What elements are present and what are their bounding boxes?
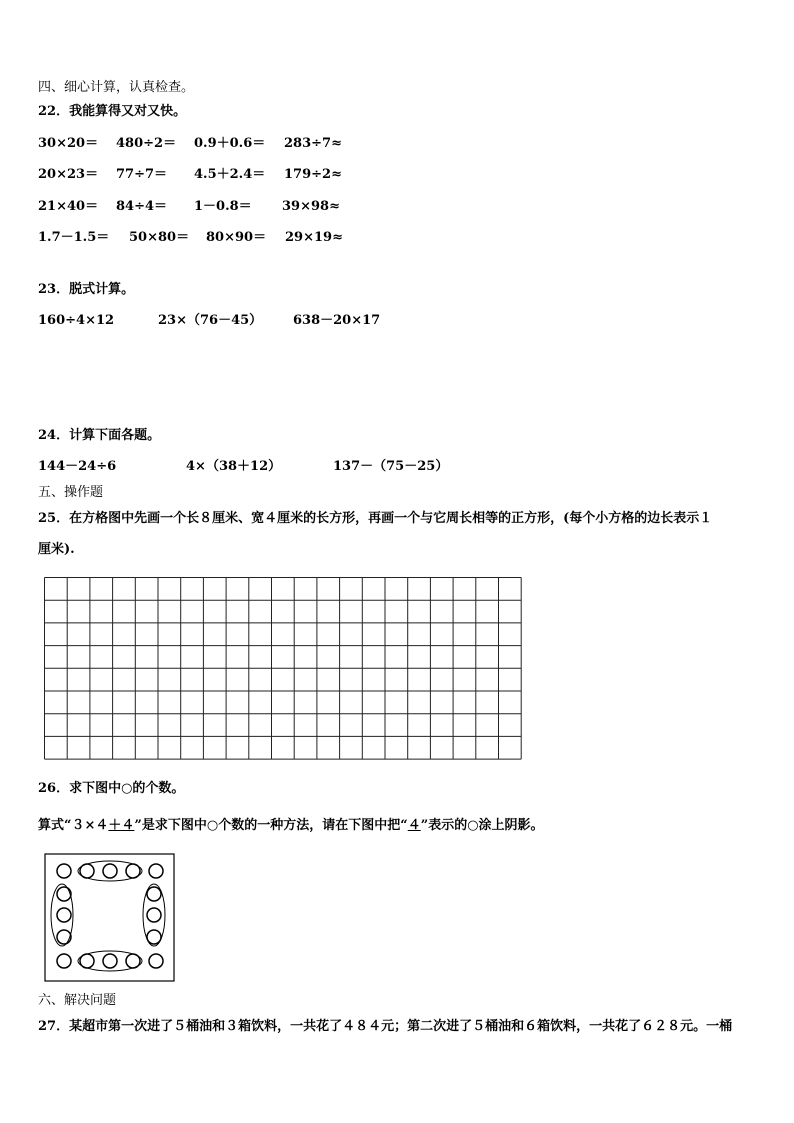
- question-22-title: 22．我能算得又对又快。: [38, 104, 187, 119]
- figure-border: [45, 854, 174, 981]
- section-heading-6: 六、解决问题: [38, 993, 117, 1008]
- q22-item: 1－0.8＝: [194, 199, 252, 214]
- question-26-prompt: [38, 818, 544, 834]
- circle: [103, 954, 117, 968]
- circle: [147, 887, 161, 901]
- question-26-title: 26．求下图中○的个数。: [38, 781, 185, 796]
- prompt-part: 算式“３×４: [38, 818, 109, 833]
- prompt-underlined: ４: [407, 818, 421, 833]
- circle: [57, 908, 71, 922]
- q23-item: 638－20×17: [293, 313, 381, 328]
- circle: [57, 930, 71, 944]
- q22-item: 50×80＝: [129, 230, 190, 245]
- question-23-title: 23．脱式计算。: [38, 282, 135, 297]
- circle: [103, 864, 117, 878]
- q23-item: 160÷4×12: [38, 313, 115, 328]
- circle: [126, 864, 140, 878]
- question-27-line1: 27．某超市第一次进了５桶油和３箱饮料，一共花了４８４元；第二次进了５桶油和６箱饮料，一共花了６２８元。一桶: [38, 1019, 733, 1034]
- circle: [147, 930, 161, 944]
- q23-item: 23×（76－45）: [158, 313, 263, 328]
- circle: [80, 864, 94, 878]
- circle: [57, 864, 71, 878]
- circle: [80, 954, 94, 968]
- square-grid: [44, 577, 524, 760]
- q22-item: 39×98≈: [282, 199, 340, 214]
- q22-item: 84÷4＝: [116, 199, 168, 214]
- circle: [149, 864, 163, 878]
- q22-item: 4.5＋2.4＝: [194, 167, 266, 182]
- circle-figure: [44, 853, 176, 983]
- prompt-part: ”是求下图中○个数的一种方法，请在下图中把“: [134, 818, 408, 833]
- circle: [149, 954, 163, 968]
- question-24-title: 24．计算下面各题。: [38, 428, 161, 443]
- q22-item: 1.7－1.5＝: [38, 230, 110, 245]
- section-heading-5: 五、操作题: [38, 485, 104, 500]
- q22-item: 80×90＝: [206, 230, 267, 245]
- circle: [57, 887, 71, 901]
- q24-item: 137－（75－25）: [333, 459, 449, 474]
- q22-item: 30×20＝: [38, 136, 99, 151]
- q22-item: 20×23＝: [38, 167, 99, 182]
- circle: [57, 954, 71, 968]
- prompt-underlined: ＋４: [108, 818, 135, 833]
- q22-item: 77÷7＝: [116, 167, 168, 182]
- section-heading-4: 四、细心计算，认真检查。: [38, 80, 195, 95]
- prompt-part: ”表示的○涂上阴影。: [420, 818, 544, 833]
- q22-item: 283÷7≈: [284, 136, 342, 151]
- circle: [126, 954, 140, 968]
- q24-item: 4×（38＋12）: [186, 459, 282, 474]
- q22-item: 21×40＝: [38, 199, 99, 214]
- circle: [147, 908, 161, 922]
- question-25-line2: 厘米).: [38, 542, 75, 557]
- question-25-line1: 25．在方格图中先画一个长８厘米、宽４厘米的长方形，再画一个与它周长相等的正方形，(每个小方格的边长表示１: [38, 511, 713, 526]
- q22-item: 29×19≈: [285, 230, 343, 245]
- q22-item: 0.9＋0.6＝: [194, 136, 266, 151]
- q22-item: 480÷2＝: [116, 136, 177, 151]
- q22-item: 179÷2≈: [284, 167, 342, 182]
- q24-item: 144－24÷6: [38, 459, 117, 474]
- left-group-ellipse: [51, 884, 73, 946]
